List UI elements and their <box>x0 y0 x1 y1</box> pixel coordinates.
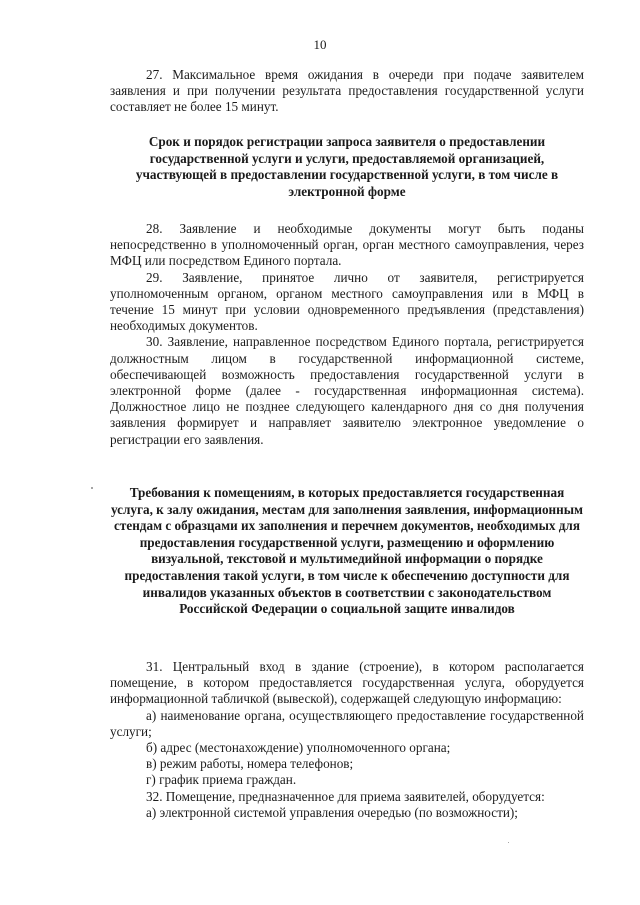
section-heading-registration: Срок и порядок регистрации запроса заявителя о предоставлении государственной услуги и услуги, предоставляемой организацией, участвующей в предоставлении государственной услуги, в том числе в электронной форме <box>135 134 559 199</box>
paragraphs-31-32-block <box>110 659 584 821</box>
paragraph-29: 29. Заявление, принятое лично от заявителя, регистрируется уполномоченным органом, органом местного самоуправления или в МФЦ в течение 15 минут при условии одновременного предъявления (представления) необходимых документов. <box>110 269 584 334</box>
paragraph-27: 27. Максимальное время ожидания в очереди при подаче заявителем заявления и при получении результата предоставления государственной услуги составляет не более 15 минут. <box>110 67 584 115</box>
list-item-31d: г) график приема граждан. <box>146 772 297 788</box>
paragraph-28: 28. Заявление и необходимые документы могут быть поданы непосредственно в уполномоченный орган, орган местного самоуправления, через МФЦ или посредством Единого портала. <box>110 221 584 269</box>
scan-speck <box>91 487 93 489</box>
list-item-32a: а) электронной системой управления очередью (по возможности); <box>146 804 518 820</box>
paragraph-31: 31. Центральный вход в здание (строение), в котором располагается помещение, в котором предоставляется государственная услуга, оборудуется информационной табличкой (вывеской), содержащей следующую информацию: <box>110 659 584 707</box>
scan-speck <box>508 842 509 843</box>
page-number: 10 <box>313 37 327 52</box>
paragraphs-28-30-block <box>110 221 584 448</box>
list-item-31b: б) адрес (местонахождение) уполномоченного органа; <box>146 740 451 756</box>
paragraph-32: 32. Помещение, предназначенное для приема заявителей, оборудуется: <box>146 788 545 804</box>
paragraph-27-block <box>110 67 584 116</box>
list-item-31a: а) наименование органа, осуществляющего предоставление государственной услуги; <box>110 707 584 739</box>
list-item-31c: в) режим работы, номера телефонов; <box>146 756 354 772</box>
section-heading-premises: Требования к помещениям, в которых предоставляется государственная услуга, к залу ожидания, местам для заполнения заявления, информационным стендам с образцами их заполнения и перечнем документов, необходимых для предоставления государственной услуги, размещению и оформлению визуальной, текстовой и мультимедийной информации о порядке предоставления такой услуги, в том числе к обеспечению доступности для инвалидов указанных объектов в соответствии с законодательством Российской Федерации о социальной защите инвалидов <box>110 485 584 617</box>
paragraph-30: 30. Заявление, направленное посредством Единого портала, регистрируется должностным лицом в государственной информационной системе, обеспечивающей возможность предоставления государственной услуги в электронной форме (далее - государственная информационная система). Должностное лицо не позднее следующего календарного дня со дня получения заявления формирует и направляет заявителю электронное уведомление о регистрации его заявления. <box>110 334 584 447</box>
